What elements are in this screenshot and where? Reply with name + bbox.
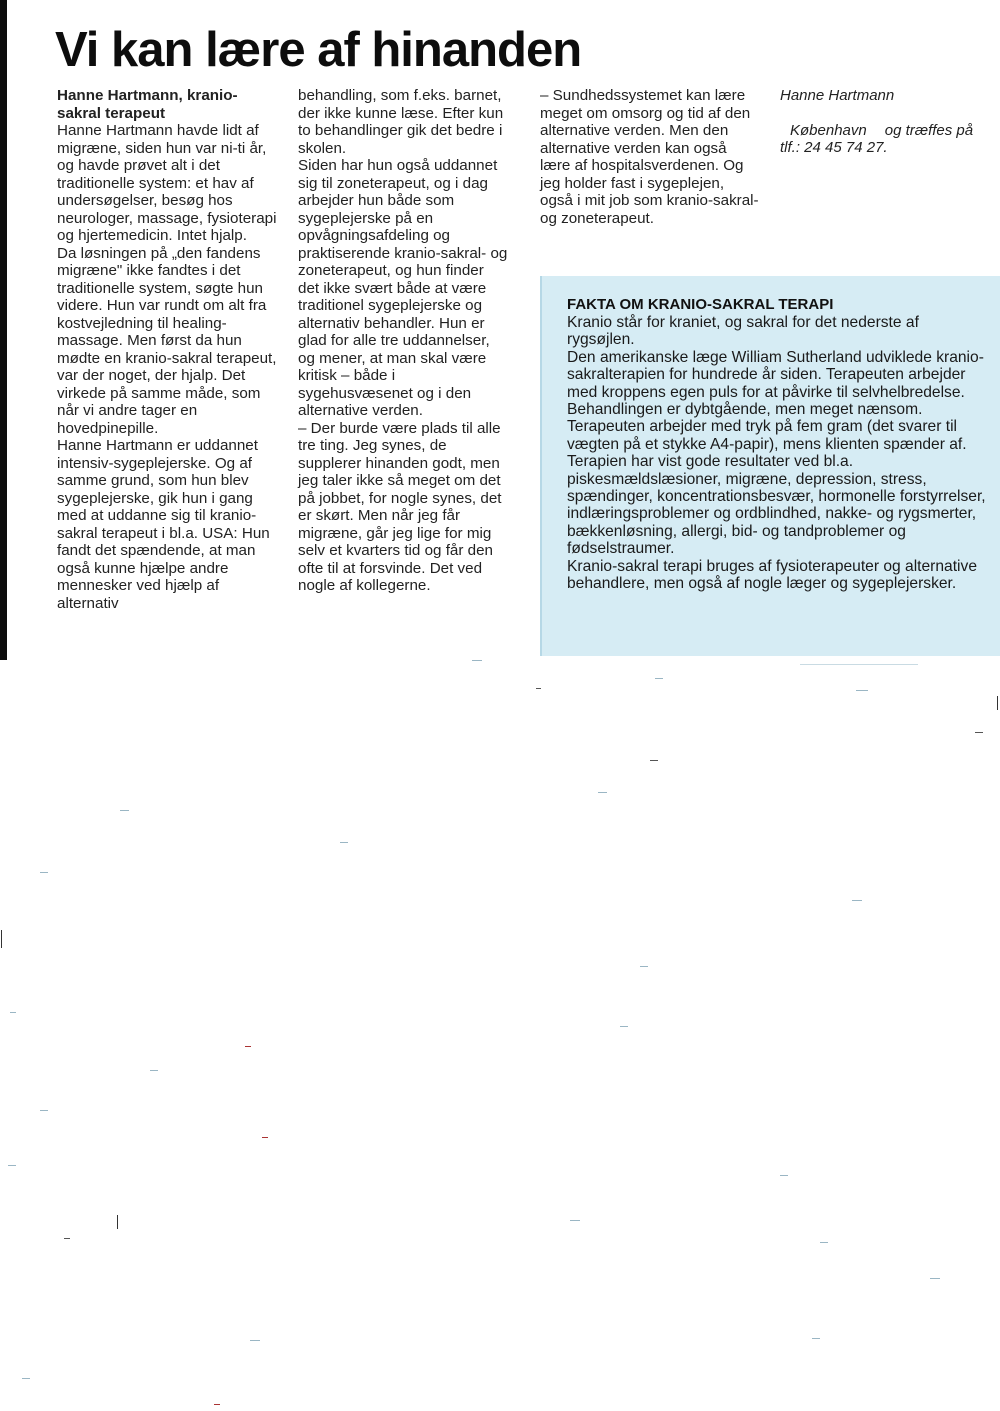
article-column-2 [298, 87, 508, 595]
fact-paragraph: Kranio står for kraniet, og sakral for det nederste af rygsøjlen. [567, 314, 919, 349]
author-info [780, 87, 995, 157]
contact-text: og træffes på [884, 121, 974, 139]
fact-box-title: FAKTA OM KRANIO-SAKRAL TERAPI [567, 296, 834, 313]
fact-box-body [567, 314, 987, 593]
fact-paragraph: Den amerikanske læge William Sutherland udviklede kranio-sakralterapien for hundrede år siden. Terapeuten arbejder med kroppens egen puls for at påvirke til selvhelbredelse. Behandlingen er dybtgående, men meget nænsom. Terapeuten arbejder med tryk på fem gram (det svarer til vægten på et stykke A4-papir), mens klienten spænder af. [567, 348, 984, 453]
paragraph: Siden har hun også uddannet sig til zoneterapeut, og i dag arbejder hun både som sygeplejerske på en opvågningsafdeling og praktiserende kranio-sakral- og zoneterapeut, og hun finder det ikke svært både at være traditionel sygeplejerske og alternativ behandler. Hun er glad for alle tre uddannelser, og mener, at man skal være kritisk – både i sygehusvæsenet og i den alternative verden. [298, 157, 508, 419]
headline: Vi kan lære af hinanden [55, 23, 582, 77]
paragraph: Hanne Hartmann er uddannet intensiv-sygeplejerske. Og af samme grund, som hun blev sygeplejerske, gik hun i gang med at uddanne sig til kranio-sakral terapeut i bl.a. USA: Hun fandt det spændende, at man også kunne hjælpe andre mennesker ved hjælp af alternativ [57, 437, 270, 612]
paragraph: – Der burde være plads til alle tre ting. Jeg synes, de supplerer hinanden godt, men jeg taler ikke så meget om det på jobbet, for nogle synes, det er skørt. Men når jeg får migræne, går jeg lige for mig selv et kvarters tid og får den ofte til at forsvinde. Det ved nogle af kollegerne. [298, 419, 502, 594]
fact-box [540, 276, 1000, 656]
byline: Hanne Hartmann, kranio-sakral terapeut [57, 87, 238, 122]
article-column-1 [57, 87, 277, 612]
paragraph: Da løsningen på „den fandens migræne" ikke fandtes i det traditionelle system, søgte hun videre. Hun var rundt om alt fra kostvejledning til healing-massage. Men først da hun mødte en kranio-sakral terapeut, var der noget, der hjalp. Det virkede på samme måde, som når vi andre tager en hovedpinepille. [57, 244, 277, 437]
paragraph: Hanne Hartmann havde lidt af migræne, siden hun var ni-ti år, og havde prøvet alt i det traditionelle system: et hav af undersøgelser, besøg hos neurologer, massage, fysioterapi og hjertemedicin. Intet hjalp. [57, 122, 277, 244]
city: København [790, 121, 867, 139]
phone-number: tlf.: 24 45 74 27. [780, 139, 888, 156]
scan-artifact-line [800, 664, 918, 665]
scan-edge-bar [0, 0, 7, 660]
author-name: Hanne Hartmann [780, 87, 895, 104]
fact-paragraph: Terapien har vist gode resultater ved bl.a. piskesmældslæsioner, migræne, depression, stress, spændinger, koncentrationsbesvær, hormonelle forstyrrelser, indlæringsproblemer og ordblindhed, nakke- og rygsmerter, bækkenløsning, allergi, bid- og tandproblemer og fødselstraumer. [567, 453, 986, 558]
fact-paragraph: Kranio-sakral terapi bruges af fysioterapeuter og alternative behandlere, men også af nogle læger og sygeplejersker. [567, 557, 977, 593]
paragraph: – Sundhedssystemet kan lære meget om omsorg og tid af den alternative verden. Men den alternative verden kan også lære af hospitalsverdenen. Og jeg holder fast i sygeplejen, også i mit job som kranio-sakral- og zoneterapeut. [540, 87, 759, 227]
article-column-3 [540, 87, 760, 227]
paragraph: behandling, som f.eks. barnet, der ikke kunne læse. Efter kun to behandlinger gik det bedre i skolen. [298, 87, 504, 157]
author-location [780, 122, 995, 140]
